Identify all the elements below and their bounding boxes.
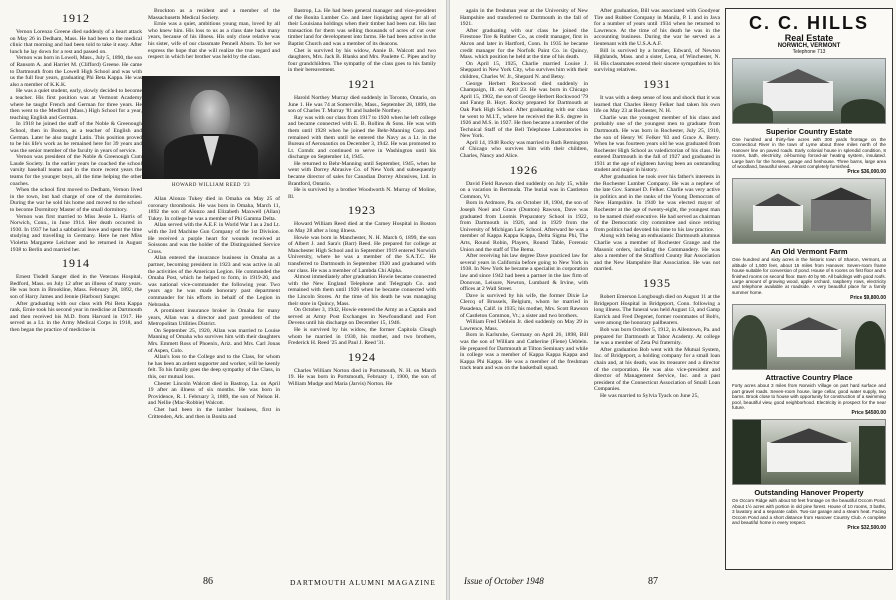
listing-price: Price $36,000.00 <box>847 169 886 176</box>
obituary-paragraph: Charlie was the youngest member of his class and probably one of the youngest men to graduate from Dartmouth. He was born in Rochester, July 25, 1910, the son of Henry W. Felker '83 and Grace A. Berry. When he was fourteen years old he was graduated from Rochester High School as valedictorian of his class. He entered Dartmouth in the fall of 1927 and graduated in 1931 at the age of eighteen having been an outstanding student and major in history. <box>594 114 720 174</box>
obituary-paragraph: Allan entered the insurance business in Omaha as a partner, becoming president in 1923 and was active in all the activities of the American Legion. He commanded the Omaha Post, which he helped to form, in 1919-20, and was national vice-commander the following year. Two years ago he was made honorary past department commander for his efforts in behalf of the Legion in Nebraska. <box>148 255 280 308</box>
ad-brand: C. C. HILLS <box>749 13 869 33</box>
property-photo <box>732 304 886 370</box>
obituary-paragraph: Chet had been in the lumber business, first in Crittenden, Ark. and then in Bonita and <box>148 407 280 420</box>
listing-description: Forty acres about 3 miles from Norwich Village on part hard surface and part gravel roads. Seven-room house, large cellar, good water supply, two barns. Brook close to house with opportunity for construction of a swimming pool, beautiful view, good neighborhood. Electricity in prospect for the near future. <box>732 383 886 410</box>
ad-listing <box>726 304 892 416</box>
obituary-paragraph: Vernon was born in Lowell, Mass., July 5, 1890, the son of Ransom A. and Harriet M. (Clifford) Greene. He came to Dartmouth from the Lowell High School and was with us the full four years, graduating Phi Beta Kappa. He was also a member of K.K.K. <box>10 55 142 88</box>
obituary-paragraph: Born in Ardmore, Pa. on October 18, 1904, the son of Joseph Noel and Grace (Dunton) Rawson, Dave was graduated from Loomis Preparatory School in 1922, from Dartmouth in 1926, and in 1929 from the University of Michigan Law School. Afterward he was a member of Kappa Kappa Kappa, Delta Sigma Phi, The Arts, Round Robin, Players, Round Table, Forensic Union and the staff of The Bema. <box>460 200 588 253</box>
listing-price: Price $32,500.00 <box>847 525 886 532</box>
obituary-paragraph: Bill is survived by a brother, Edward, of Newton Highlands, Mass. and a sister, Lena, of Winchester, N. H. His classmates extend their sincere sympathies to his surviving relatives. <box>594 47 720 74</box>
property-photo <box>732 58 886 124</box>
obituary-paragraph: April 14, 1948 Rocky was married to Ruth Remington of Chicago who survives him with their children, Charles, Nancy and Alice. <box>460 139 588 160</box>
obituary-paragraph: Allan's loss to the College and to the Class, for whom he has been an ardent supporter and worker, will be keenly felt. To his family goes the deep sympathy of the Class, in this, our mutual loss. <box>148 354 280 381</box>
obituary-paragraph: Allan served with the A.E.F. in World War I as a 2nd Lt. with the 3rd Machine Gun Company of the 1st Division. He received a purple heart for wounds received at Soissons and was the holder of the Distinguished Service Cross. <box>148 222 280 255</box>
ad-listing <box>726 58 892 175</box>
obituary-paragraph: Robert Emerson Longbough died on August 11 at the Bridgeport Hospital in Bridgeport, Conn. following a long illness. The funeral was held August 13, and Gamp Earrick and Fred Degenet, former roommates of Bob's, were among the honorary pallbearers. <box>594 293 720 327</box>
real-estate-advertisement <box>725 8 893 570</box>
listing-description: One hundred and thirty-five acres with 300 yards frontage on the Connecticut River in the town of Lyme about three miles north of the Hanover line on paved roads. Early colonial house in splendid condition, 8 rooms, bath, electricity, oil-burning forced-air heating system, insulated. Large barn for the horses, garage and henhouse. Three barns, large area of woodland, beautiful views. Almost completely furnished. <box>732 137 886 170</box>
class-year-heading: 1935 <box>643 275 671 290</box>
obituary-paragraph: A prominent insurance broker in Omaha for many years, Allan was a director and past president of the Metropolitan Utilities District. <box>148 308 280 328</box>
obituary-paragraph: He was married to Sylvia Tyack on June 25, <box>600 392 699 399</box>
obituary-paragraph: After graduation Bob went with the Mutual System, Inc. of Bridgeport, a holding company for a small loan chain and, at his death, was its treasurer and a director of the corporation. He was also vice-president and director of Management Service, Inc. and a past president of the Connecticut Association of Small Loan Companies. <box>594 346 720 393</box>
obituary-paragraph: Chester Lincoln Walcott died in Bastrop, La. on April 19 after an illness of six months. He was born in Providence, R. I. February 3, 1889, the son of Nelson H. and Nellie (Mac-Robbie) Walcott. <box>148 380 280 407</box>
obituary-paragraph: Ray was with our class from 1917 to 1920 when he left college and became connected with E. B. Rollins & Sons. He was with them until 1928 when he joined the Behr-Manning Corp. and remained with them until he entered the Navy as a Lt. in the Bureau of Aeronautics on December 3, 1942. He was promoted to Lt. Comdr. and continued to serve in Washington until his discharge on September 14, 1945. <box>288 114 436 161</box>
listing-description: On Occom Ridge with about 50 feet frontage on the beautiful Occom Pond. About 1½ acres with portion in old pine forest. House of 10 rooms, 3 baths, 3 lavatory and a separate cabin. Two-car garage and a steam heat. Facing Occom Pond and a short distance from Hanover Country Club. A complete and beautiful home in every respect. <box>732 498 886 525</box>
obituary-paragraph: Bastrop, La. He had been general manager and vice-president of the Bonita Lumber Co. and later liquidating agent for all of their Louisiana holdings when their timber had been cut. His last transaction for them was selling thousands of acres of cut over timber land for development into farms. He had been active in the Baptist Church and was a member of its deacons. <box>288 8 436 47</box>
listing-title: Attractive Country Place <box>765 373 853 383</box>
class-year-heading: 1924 <box>348 349 376 364</box>
obituary-paragraph: Chet is survived by his widow, Annie B. Walcott and two daughters, Mrs. Jack B. Blanks and Mrs. Paulette C. Pipes and by four grandchildren. The sympathy of the class goes to his family in their bereavement. <box>288 47 436 74</box>
obituary-paragraph: On April 15, 1925, Charlie married Louise J. Sheppard in New York City, who survives him with their children, Charles W. Jr., Shepard N. and Betsy. <box>460 60 588 80</box>
class-year-heading: 1923 <box>348 203 376 218</box>
obituary-paragraph: He is survived by a brother Woodworth N. Murray of Moline, Ill. <box>288 187 436 200</box>
ad-listings <box>726 58 892 531</box>
ad-telephone: Telephone 713 <box>792 49 826 55</box>
class-year-heading: 1921 <box>348 76 376 91</box>
ad-subtitle: Real Estate <box>784 33 834 43</box>
obituary-paragraph: Brockton as a resident and a member of the Massachusetts Medical Society. <box>148 8 280 21</box>
left-column-1 <box>10 8 142 568</box>
obituary-paragraph: Howard William Reed died at the Carney Hospital in Boston on May 28 after a long illness. <box>288 221 436 235</box>
obituary-paragraph: Howie was born in Manchester, N. H. March 6, 1899, the son of Albert J. and Sara's (Barr) Reed. He prepared for college at Manchester High School and in September 1919 entered Norwich University, where he was a member of the S.A.T.C. He transferred to Dartmouth in September 1920 and graduated with our class. He was a member of Lambda Chi Alpha. <box>288 234 436 274</box>
obituary-paragraph: Bob was born October 5, 1912, in Allentown, Pa. and prepared for Dartmouth at Tabor Academy. At college he was a member of Zeta Psi fraternity. <box>594 326 720 347</box>
obituary-paragraph: Charles William Norton died in Portsmouth, N. H. on March 19. He was born in Portsmouth, February 1, 1900, the son of William Mudge and Maria (Jarvis) Norton. He <box>288 367 436 387</box>
right-column-1 <box>460 8 588 568</box>
obituary-paragraph: On October 3, 1942, Howie entered the Army as a Captain and served at Army Post Exchanges in Newfoundland and Fort Devens until his discharge on December 15, 1946. <box>288 307 436 327</box>
obituary-paragraph: It was with a deep sense of loss and shock that it was learned that Charles Henry Felker had taken his own life on May 23 at Rochester, N. H. <box>594 94 720 115</box>
ad-listing <box>726 178 892 301</box>
obituary-paragraph: After graduation, Bill was associated with Goodyear Tire and Rubber Company in Manila, P. I. and in Java for a number of years until 1934 when he returned to Lawrence. At the time of his death he was in the accounting business. During the war he served as a lieutenant with the U.S.A.A.F. <box>594 8 720 47</box>
left-column-2 <box>148 196 280 568</box>
obituary-paragraph: On September 25, 1920, Allan was married to Louise Manning of Omaha who survives him with their daughters Mrs. Emmett Ross of Phoenix, Ariz. and Mrs. Carl Jonas of Aspen, Colo. <box>148 327 280 354</box>
obituary-paragraph: Vernon was president of the Noble & Greenough Cum Laude Society. In the earlier years he coached the school varsity baseball teams and in the more recent years the teams for the younger boys, all the time helping the other coaches. <box>10 154 142 187</box>
obituary-paragraph: David Field Rawson died suddenly on July 15, while on a vacation in Bermuda. The burial was in Castleton Common, Vt. <box>460 180 588 200</box>
obituary-paragraph: again in the freshman year at the University of New Hampshire and transferred to Dartmouth in the fall of 1921. <box>460 8 588 28</box>
property-photo <box>732 419 886 485</box>
left-column-3 <box>288 8 436 568</box>
class-year-heading: 1931 <box>643 76 671 91</box>
photo-caption: HOWARD WILLIAM REED '23 <box>171 183 251 188</box>
class-year-heading: 1926 <box>510 162 538 177</box>
obituary-paragraph: Dave is survived by his wife, the former Dixie Le Clercq of Brussels, Belgium, whom he married in Pasadena, Calif. in 1935; his mother, Mrs. Scott Rawson of Castleton Common, Vt.; a sister and two brothers. <box>460 292 588 319</box>
class-year-heading: 1912 <box>62 11 90 25</box>
obituary-paragraph: Ernest Tisdell Sanger died in the Veterans Hospital, Bedford, Mass. on July 12 after an illness of many years. He was born in Brookline, Mass. February 28, 1892, the son of Harry James and Jennie (Harbour) Sanger. <box>10 274 142 300</box>
property-photo <box>732 178 886 244</box>
page-number-left: 86 <box>203 576 213 587</box>
obituary-paragraph: Vernon was first married to Miss Jessie L. Harris of Norwich, Conn., in June 1914. Her death occurred in 1930. In 1937 he had a sabbatical leave and spent the time studying and travelling in Germany. Here he met Miss Violetta Margarete Leichner and he returned in August 1938 to Berlin and married her. <box>10 213 142 253</box>
obituary-paragraph: He was a quiet student, early, slowly decided to become a teacher. His first position was at Vermont Academy where he taught French and German for three years. He then went to the Medford (Mass.) High School for a year, teaching English and German. <box>10 88 142 121</box>
left-page <box>0 0 446 600</box>
obituary-paragraph: William Fred Ueblein Jr. died suddenly on May 29 in Lawrence, Mass. <box>460 319 588 332</box>
magazine-footer: DARTMOUTH ALUMNI MAGAZINE <box>290 578 436 587</box>
listing-title: An Old Vermont Farm <box>770 247 848 257</box>
obituary-paragraph: Vernon Lorenzo Greene died suddenly of a heart attack on May 26 in Dedham, Mass. He had been to the medical clinic that morning and had been told to take it easy. After lunch he lay down for a rest and passed on. <box>10 29 142 55</box>
ad-town: NORWICH, VERMONT <box>777 43 841 49</box>
portrait-photo <box>142 76 280 179</box>
obituary-paragraph: George Herbert Rockwood died suddenly in Champaign, Ill. on April 23. He was born in Chicago April 15, 1902, the son of George Herbert Rockwood '79 and Fanny B. Hoyt. Rocky prepared for Dartmouth at Oak Park High School. After graduating with our class he went to M.I.T., where he received the B.S. degree in 1926 and M.S. in 1927. He then became a member of the Technical Staff of the Bell Telephone Laboratories in New York. <box>460 80 588 140</box>
obituary-paragraph: Almost immediately after graduation Howie became connected with the New England Telephone and Telegraph Co. and remained with them until 1926 when he became connected with the Lincoln Stores. At the time of his death he was managing their store in Quincy, Mass. <box>288 274 436 307</box>
listing-description: One hundred and sixty acres in the historic town of Sharon, Vermont, at altitude of 1,500 feet, about 15 miles from Hanover. Seven-room frame house suitable for conversion of pond. House of 6 rooms on first floor and 5 finished rooms on second floor. Barn 40 by 90. All buildings with good roofs. Large amount of growing wood, apple orchard, raspberry rows, electricity and telephone available at roadside. A very beautiful place for a family summer home. <box>732 257 886 295</box>
ad-listing <box>726 419 892 531</box>
page-number-right: 87 <box>648 576 658 587</box>
obituary-paragraph: Ernie was a quiet, ambitious young man, loved by all who knew him. His loss to us as a class date back many years, because of his illness. His only close relative was his sister, wife of our classmate Pennell Aborn. To her we express the hope that she will realize the true regard and respect in which her brother was held by the class. <box>148 21 280 61</box>
listing-price: Price $9,800.00 <box>850 295 886 302</box>
listing-price: Price $4500.00 <box>851 410 886 417</box>
obituary-paragraph: He is survived by his widow, the former Capitola Clough whom he married in 1930, his mother, and two brothers, Frederick H. Reed '25 and Paul J. Reed '31. <box>288 326 436 347</box>
obituary-paragraph: After graduating with our class he joined the Firestone Tire & Rubber Co., as credit manager, first in Akron and later in Hartford, Conn. In 1935 he became credit manager for the Norfolk Paint Co. in Quincy, Mass. which position he held at the time of his death. <box>460 27 588 61</box>
obituary-paragraph: After graduation he took over his father's interests in the Rochester Lumber Company. He was a nephew of the late Gov. Samuel D. Felker. Charlie was very active in politics and in the ranks of the Young Democrats of New Hampshire. In 1940 he was elected mayor of Rochester at the age of twenty-eight, the youngest man to be named chief executive. He had served as chairman of the Democratic city committee and since retiring from politics had devoted his time to his law practice. <box>594 174 720 233</box>
listing-title: Superior Country Estate <box>765 127 853 136</box>
left-column-2-top <box>148 8 280 72</box>
listing-title: Outstanding Hanover Property <box>754 488 864 498</box>
class-year-heading: 1914 <box>62 256 90 271</box>
obituary-paragraph: Harold Northey Murray died suddenly in Toronto, Ontario, on June 1. He was 74 at Somerville, Mass., September 28, 1899, the son of Charles T. Murray '81 and Isabelle Northey. <box>288 94 436 115</box>
obituary-paragraph: In 1918 he joined the staff of the Noble & Greenough School, then in Boston, as a teacher of English and German. Later he also taught Latin. This position proved to be his life's work as he remained here for 39 years and was the senior member of the faculty in years of service. <box>10 121 142 154</box>
right-column-2 <box>594 8 720 568</box>
obituary-paragraph: He returned to Behr-Manning until September, 1945, when he went with Dorrey Abrasive Co. of New York and subsequently became director of sales for Canadian Dorrey Abrasives, Ltd. in Brantford, Ontario. <box>288 160 436 187</box>
obituary-paragraph: Allan Alonzo Tukey died in Omaha on May 25 of coronary thrombosis. He was born in Omaha, March 11, 1892 the son of Alonzo and Elizabeth Maxwell (Allan) Tukey. In college he was a member of Phi Gamma Delta. <box>148 196 280 222</box>
obituary-paragraph: When the school first moved to Dedham, Vernon lived in the town, but had charge of one of the dormitories. During the war he sold his home and moved to the school to become Dormitory Master of the small dormitory. <box>10 187 142 214</box>
obituary-paragraph: After graduating with our class with Phi Beta Kappa rank, Ernie took his second year in medicine at Dartmouth and then received his M.D. from Harvard in 1917. He served as a Lt. in the Army Medical Corps in 1918, and then began the practice of medicine in <box>10 300 142 333</box>
issue-line: Issue of October 1948 <box>464 576 544 586</box>
obituary-paragraph: After receiving his law degree Dave practiced law for several years in California before going to New York in 1938. In New York he became a specialist in corporation law and since 1942 had been a partner in the law firm of Donovan, Leisure, Newton, Lumbard & Irvine, with offices at 2 Wall Street. <box>460 253 588 293</box>
obituary-paragraph: Born in Karlsruhe, Germany on April 26, 1898, Bill was the son of William and Catherine (Fiene) Ueblein. He prepared for Dartmouth at Tilton Seminary and while in college was a member of Kappa Kappa Kappa and Kappa Phi Kappa. He was a member of the freshman track team and was on the basketball squad. <box>460 332 588 372</box>
obituary-paragraph: Along with being an enthusiastic Dartmouth alumnus Charlie was a member of Rochester Grange and the Masonic orders, including the Commandery. He was also a member of the Strafford County Bar Association and the New Hampshire Bar Association. He was not married. <box>594 233 720 273</box>
